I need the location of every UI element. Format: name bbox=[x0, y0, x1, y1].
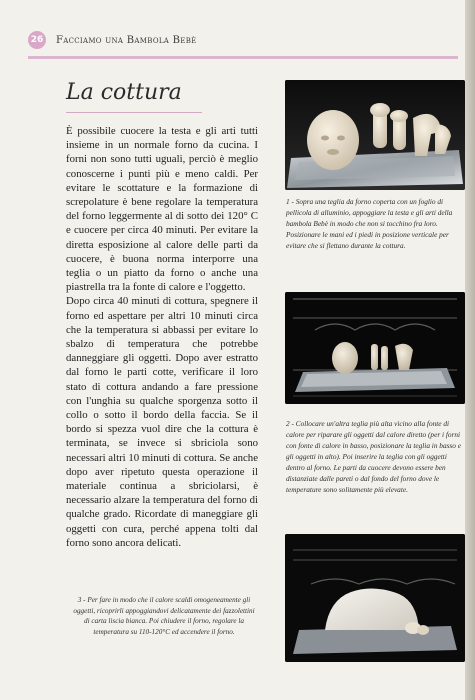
body-paragraph: Dopo circa 40 minuti di cottura, spegnere il forno ed aspettare per altri 10 minuti circa che la temperatura si abbassi per evitare lo sbalzo di temperatura che potrebbe danneggiare gli oggetti. Dopo aver estratto dal forno le parti cotte, verificare il loro stato di cottura andando a fare pressione con l'unghia su qualche sporgenza sotto il collo o sotto il bordo della faccia. Se il bordo si spezza vuol dire che la cottura è terminata, se invece si sbriciola sono necessari altri 10 minuti di cottura. Se anche dopo aver ripetuto questa operazione il materiale continua a sbriciolarsi, è necessario alzare la temperatura del forno di qualche grado. Ricordate di maneggiare gli oggetti con cura, perché appena tolti dal forno sono ancora delicati. bbox=[66, 295, 258, 549]
body-paragraph: È possibile cuocere la testa e gli arti tutti insieme in un normale forno da cucina. I forni non sono tutti uguali, perciò è meglio conoscerne i punti più e meno caldi. Per evitare le scottature e la formazione di screpolature è bene regolare la temperatura del forno leggermente al di sotto dei 120° C e cuocere per circa 40 minuti. Per evitare la diretta esposizione al calore delle parti da cuocere, è buona norma interporre una teglia o un piatto da forno o anche una piastrella tra la fonte di calore e l'oggetto. bbox=[66, 125, 258, 294]
photo-step-3-image bbox=[285, 534, 465, 662]
photo-step-3 bbox=[285, 534, 465, 662]
caption-step-3: 3 - Per fare in modo che il calore scaldi omogeneamente gli oggetti, ricoprirli appoggiandovi delicatamente dei fazzolettini di carta liscia bianca. Poi chiudere il forno, regolare la temperatura su 110-120°C ed accendere il forno. bbox=[73, 596, 255, 636]
photo-step-1 bbox=[285, 80, 465, 190]
caption-step-1: 1 - Sopra una teglia da forno coperta con un foglio di pellicola di alluminio, appoggiare la testa e gli arti della bambola Bebè in modo che non si tocchino fra loro. Posizionare le mani ed i piedi in posizione verticale per evitare che si flettano durante la cottura. bbox=[286, 197, 453, 250]
photo-step-2-image bbox=[285, 292, 465, 404]
photo-step-1-image bbox=[285, 80, 465, 190]
photo-step-2 bbox=[285, 292, 465, 404]
section-title: La cottura bbox=[66, 80, 182, 105]
page-header bbox=[28, 30, 458, 50]
body-text bbox=[66, 124, 258, 550]
header-divider bbox=[28, 56, 458, 59]
running-title: Facciamo una Bambola Bebè bbox=[56, 34, 197, 46]
caption-step-2: 2 - Collocare un'altra teglia più alta vicino alla fonte di calore per riparare gli oggetti dal calore diretto (per i forni con fonte di calore in basso, posizionare la teglia in basso e gli oggetti in alto). Poi inserire la teglia con gli oggetti dentro al forno. Le parti da cuocere devono essere ben distanziate dalle pareti o dal fondo del forno dove le temperature sono solitamente più elevate. bbox=[286, 419, 461, 494]
title-underline bbox=[66, 112, 202, 113]
book-spine bbox=[465, 0, 475, 700]
page-number-badge: 26 bbox=[28, 31, 46, 49]
